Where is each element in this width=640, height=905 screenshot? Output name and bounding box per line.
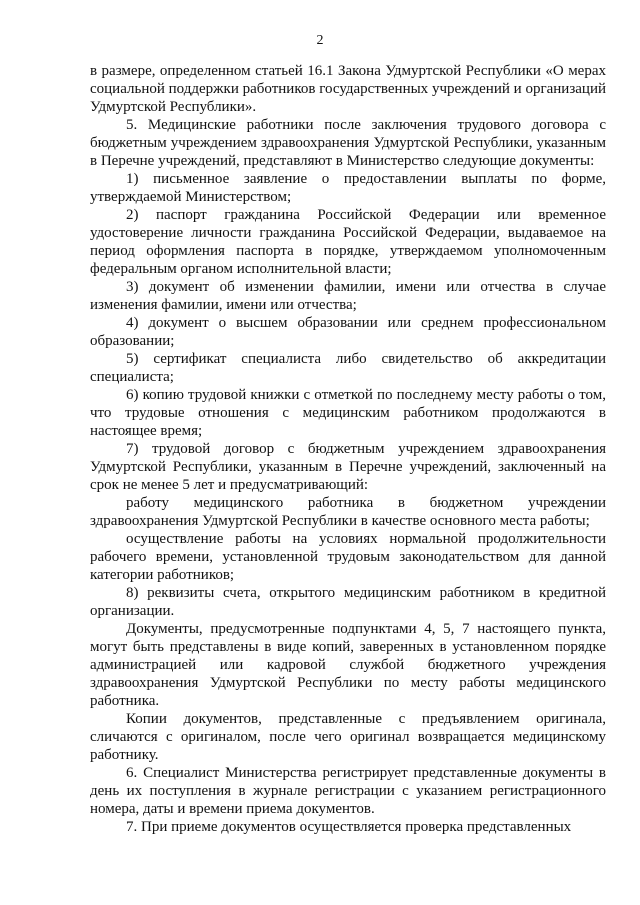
paragraph: 7. При приеме документов осуществляется проверка представленных bbox=[126, 819, 572, 835]
list-item: осуществление работы на условиях нормальной продолжительности рабочего времени, установленной трудовым законодательством для данной категории работников; bbox=[90, 531, 606, 583]
paragraph: 6. Специалист Министерства регистрирует представленные документы в день их поступления в журнале регистрации с указанием регистрационного номера, даты и времени приема документов. bbox=[90, 765, 606, 817]
paragraph: 5. Медицинские работники после заключения трудового договора с бюджетным учреждением здравоохранения Удмуртской Республики, указанным в Перечне учреждений, представляют в Министерство следующие документы: bbox=[90, 117, 606, 169]
list-item: 2) паспорт гражданина Российской Федерации или временное удостоверение личности гражданина Российской Федерации, выдаваемое на период оформления паспорта в порядке, утверждаемом уполномоченным федеральным органом исполнительной власти; bbox=[90, 207, 606, 277]
document-body bbox=[90, 62, 606, 836]
list-item: 6) копию трудовой книжки с отметкой по последнему месту работы о том, что трудовые отношения с медицинским работником продолжаются в настоящее время; bbox=[90, 387, 606, 439]
paragraph: в размере, определенном статьей 16.1 Закона Удмуртской Республики «О мерах социальной поддержки работников государственных учреждений и организаций Удмуртской Республики». bbox=[90, 63, 606, 115]
list-item: 4) документ о высшем образовании или среднем профессиональном образовании; bbox=[90, 315, 606, 349]
list-item: 1) письменное заявление о предоставлении выплаты по форме, утверждаемой Министерством; bbox=[90, 171, 606, 205]
page-number: 2 bbox=[316, 33, 324, 48]
paragraph: Копии документов, представленные с предъявлением оригинала, сличаются с оригиналом, после чего оригинал возвращается медицинскому работнику. bbox=[90, 711, 606, 763]
list-item: 5) сертификат специалиста либо свидетельство об аккредитации специалиста; bbox=[90, 351, 606, 385]
list-item: 7) трудовой договор с бюджетным учреждением здравоохранения Удмуртской Республики, указанным в Перечне учреждений, заключенный на срок не менее 5 лет и предусматривающий: bbox=[90, 441, 606, 493]
list-item: 8) реквизиты счета, открытого медицинским работником в кредитной организации. bbox=[90, 585, 606, 619]
list-item: работу медицинского работника в бюджетном учреждении здравоохранения Удмуртской Республики в качестве основного места работы; bbox=[90, 495, 606, 529]
paragraph: Документы, предусмотренные подпунктами 4, 5, 7 настоящего пункта, могут быть представлены в виде копий, заверенных в установленном порядке администрацией или кадровой службой бюджетного учреждения здравоохранения Удмуртской Республики по месту работы медицинского работника. bbox=[90, 621, 606, 709]
list-item: 3) документ об изменении фамилии, имени или отчества в случае изменения фамилии, имени или отчества; bbox=[90, 279, 606, 313]
